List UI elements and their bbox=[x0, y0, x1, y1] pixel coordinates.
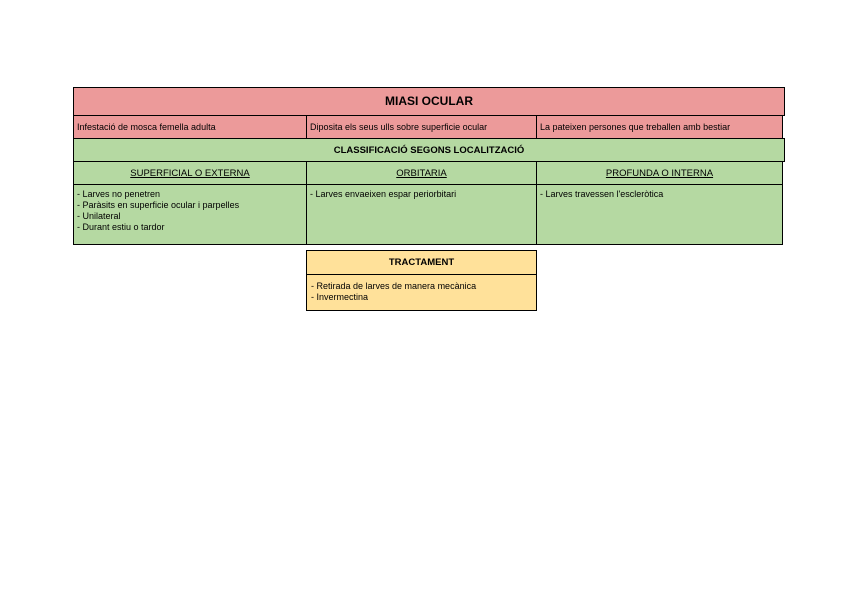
column-header-superficial: SUPERFICIAL O EXTERNA bbox=[73, 161, 307, 185]
list-item: - Unilateral bbox=[77, 211, 121, 221]
list-item: - Paràsits en superficie ocular i parpelles bbox=[77, 200, 240, 210]
classification-heading: CLASSIFICACIÓ SEGONS LOCALITZACIÓ bbox=[73, 138, 785, 162]
list-item: - Durant estiu o tardor bbox=[77, 222, 165, 232]
miasi-ocular-table bbox=[73, 87, 785, 245]
superficial-details bbox=[73, 184, 307, 245]
treatment-details bbox=[306, 274, 537, 311]
list-item: - Invermectina bbox=[311, 292, 369, 302]
list-item: - Larves envaeixen espar periorbitari bbox=[310, 189, 457, 199]
list-item: - Larves no penetren bbox=[77, 189, 161, 199]
list-item: - Larves travessen l'escleròtica bbox=[540, 189, 664, 199]
classification-headers-row bbox=[73, 162, 785, 185]
treatment-box bbox=[306, 250, 537, 311]
table-title: MIASI OCULAR bbox=[73, 87, 785, 116]
classification-details-row bbox=[73, 185, 785, 245]
fact-cell-infestation: Infestació de mosca femella adulta bbox=[73, 115, 307, 139]
treatment-heading: TRACTAMENT bbox=[306, 250, 537, 275]
list-item: - Retirada de larves de manera mecànica bbox=[311, 281, 477, 291]
fact-cell-deposit: Diposita els seus ulls sobre superficie ocular bbox=[306, 115, 537, 139]
column-header-profunda: PROFUNDA O INTERNA bbox=[536, 161, 783, 185]
facts-row bbox=[73, 116, 785, 139]
fact-cell-affected-people: La pateixen persones que treballen amb bestiar bbox=[536, 115, 783, 139]
column-header-orbitaria: ORBITARIA bbox=[306, 161, 537, 185]
profunda-details bbox=[536, 184, 783, 245]
orbitaria-details bbox=[306, 184, 537, 245]
